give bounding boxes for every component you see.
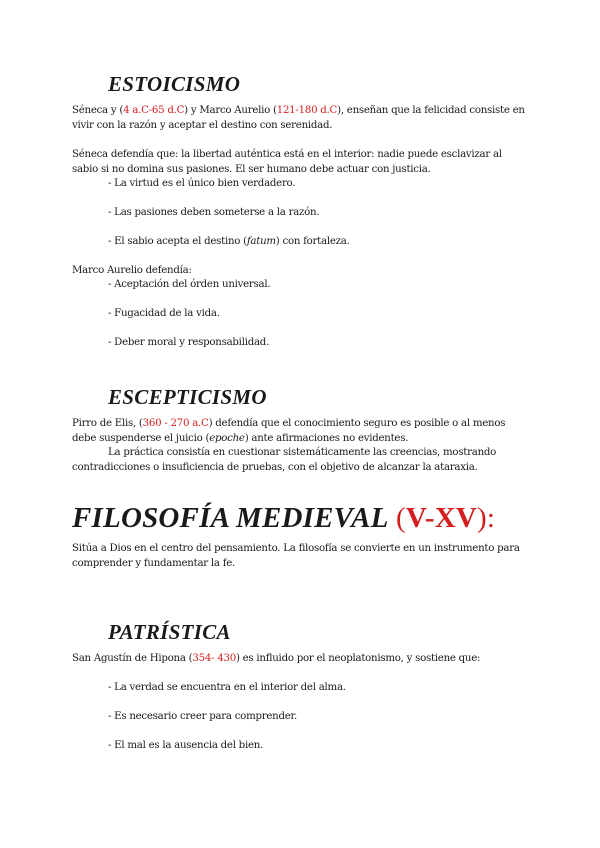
list-item: - Deber moral y responsabilidad. xyxy=(108,337,270,348)
paragraph-escepticismo-practica: La práctica consistía en cuestionar sistemáticamente las creencias, mostrando contradicciones o insuficiencia de pruebas, con el objetivo de alcanzar la ataraxia. xyxy=(72,447,497,473)
heading-filosofia-medieval: FILOSOFÍA MEDIEVAL (V-XV): xyxy=(72,502,496,534)
paragraph-escepticismo-intro: Pirro de Elis, (360 - 270 a.C) defendía que el conocimiento seguro es posible o al menos debe suspenderse el juicio (epoche) ante afirmaciones no evidentes. xyxy=(72,418,506,444)
date-agustin: 354- 430 xyxy=(192,653,236,664)
list-item: - Aceptación del órden universal. xyxy=(108,279,271,290)
paragraph-medieval: Sitúa a Dios en el centro del pensamiento. La filosofía se convierte en un instrumento para comprender y fundamentar la fe. xyxy=(72,543,520,569)
range-siglos: V-XV xyxy=(405,502,477,534)
list-item: - La virtud es el único bien verdadero. xyxy=(108,178,296,189)
list-item: - El mal es la ausencia del bien. xyxy=(108,740,264,751)
list-item: - Las pasiones deben someterse a la razón. xyxy=(108,207,320,218)
date-pirro: 360 - 270 a.C xyxy=(142,418,209,429)
list-item: - El sabio acepta el destino (fatum) con fortaleza. xyxy=(108,236,350,247)
paragraph-marco-aurelio: Marco Aurelio defendía: xyxy=(72,265,192,276)
heading-estoicismo: ESTOICISMO xyxy=(108,72,241,96)
term-epoche: epoche xyxy=(209,433,245,444)
paragraph-patristica-intro: San Agustín de Hipona (354- 430) es influido por el neoplatonismo, y sostiene que: xyxy=(72,653,481,664)
list-item: - Es necesario creer para comprender. xyxy=(108,711,297,722)
paragraph-seneca: Séneca defendía que: la libertad auténtica está en el interior: nadie puede esclavizar al sabio si no domina sus pasiones. El ser humano debe actuar con justicia. xyxy=(72,149,502,175)
paragraph-estoicismo-intro: Séneca y (4 a.C-65 d.C) y Marco Aurelio (121-180 d.C), enseñan que la felicidad consiste en vivir con la razón y aceptar el destino con serenidad. xyxy=(72,105,525,131)
list-item: - Fugacidad de la vida. xyxy=(108,308,220,319)
list-item: - La verdad se encuentra en el interior del alma. xyxy=(108,682,346,693)
date-marco-aurelio: 121-180 d.C xyxy=(276,105,338,116)
term-fatum: fatum xyxy=(246,236,276,247)
heading-patristica: PATRÍSTICA xyxy=(108,620,231,644)
heading-escepticismo: ESCEPTICISMO xyxy=(108,385,267,409)
date-seneca: 4 a.C-65 d.C xyxy=(123,105,185,116)
